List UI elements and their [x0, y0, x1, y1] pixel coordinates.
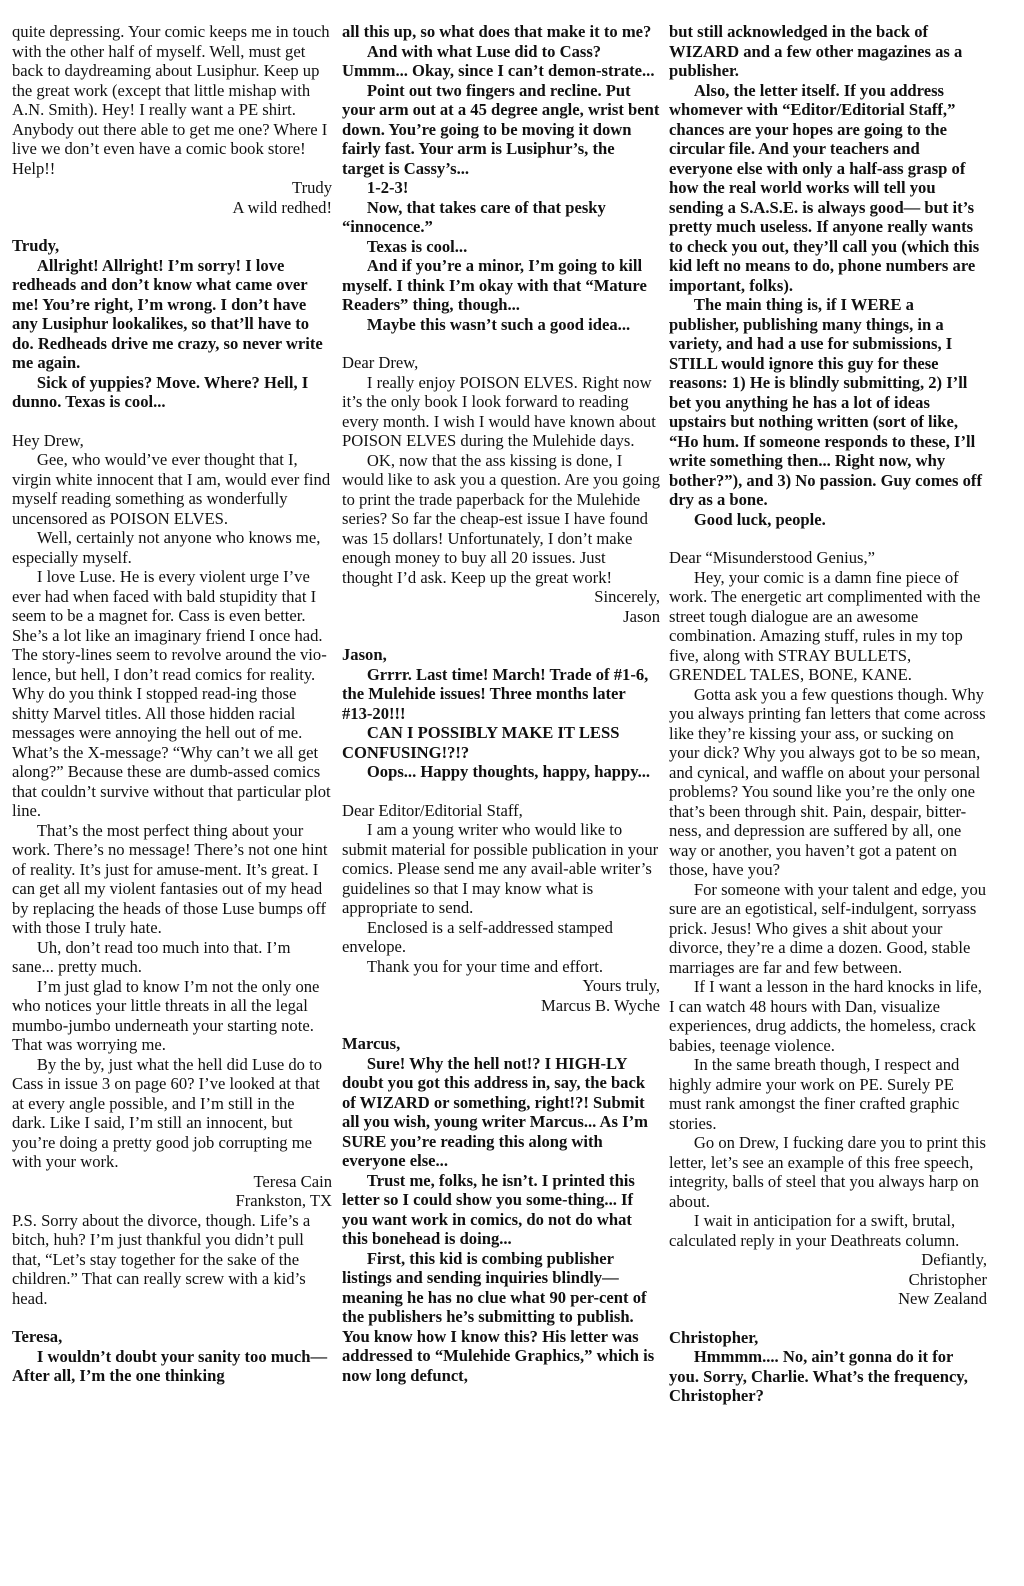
salutation: Marcus,: [342, 1034, 401, 1053]
editor-reply: [12, 1327, 332, 1386]
column-right: [669, 22, 987, 1576]
paragraph: Point out two fingers and recline. Put your arm out at a 45 degree angle, wrist bent down. You’re going to be moving it down fairly fast. Your arm is Lusiphur’s, the target is Cassy’s...: [342, 80, 660, 178]
paragraph: Gee, who would’ve ever thought that I, virgin white innocent that I am, would ever find myself reading something as wonderfully uncensored as POISON ELVES.: [12, 450, 331, 528]
paragraph: I am a young writer who would like to submit material for possible publication in your comics. Please send me any avail-able writer’s guidelines so that I may know what is appropriate to send.: [342, 820, 659, 917]
editor-reply: [342, 645, 660, 782]
paragraph: Enclosed is a self-addressed stamped envelope.: [342, 917, 613, 956]
paragraph: Good luck, people.: [693, 509, 826, 529]
signature: [342, 976, 660, 1015]
editor-reply: [342, 1034, 660, 1385]
paragraph: Well, certainly not anyone who knows me, especially myself.: [12, 528, 321, 567]
signature-line: Yours truly,: [582, 976, 660, 995]
editor-reply: [669, 1328, 987, 1406]
reader-letter: [12, 431, 332, 1309]
block-spacer: [669, 529, 987, 548]
paragraph: but still acknowledged in the back of WIZARD and a few other magazines as a publisher.: [669, 22, 963, 80]
paragraph: I really enjoy POISON ELVES. Right now it’s the only book I look forward to reading every month. I wish I would have known about POISON ELVES during the Mulehide days.: [342, 372, 656, 450]
paragraph: The main thing is, if I WERE a publisher, publishing many things, in a variety, and had a use for submissions, I STILL would ignore this guy for these reasons: 1) He is blindly submitting, 2) I’ll bet you anything he has a lot of ideas upstairs but nothing written (sort of like, “Ho hum. If someone responds to these, I’ll write something then... Right now, why bother?”), and 3) No passion. Guy comes off dry as a bone.: [669, 295, 982, 509]
signature-line: A wild redhed!: [232, 197, 332, 217]
signature-line: Sincerely,: [594, 587, 660, 606]
paragraph: In the same breath though, I respect and highly admire your work on PE. Surely PE must rank amongst the finer crafted graphic stories.: [669, 1055, 960, 1133]
reader-letter: [12, 22, 332, 217]
block-spacer: [12, 217, 332, 236]
paragraph: For someone with your talent and edge, you sure are an egotistical, self-indulgent, sorryass prick. Jesus! Who gives a shit about your divorce, they’re a dime a dozen. Good, stable marriages are far and few between.: [669, 879, 987, 977]
paragraph: That’s the most perfect thing about your work. There’s no message! There’s not one hint of reality. It’s just for amuse-ment. It’s great. I can get all my violent fantasies out of my head by replacing the heads of those Luse bumps off with those I truly hate.: [12, 820, 328, 937]
paragraph: 1-2-3!: [366, 178, 409, 197]
salutation: Teresa,: [12, 1327, 63, 1346]
column-left: [12, 22, 332, 1576]
paragraph: If I want a lesson in the hard knocks in life, I can watch 48 hours with Dan, visualize experiences, drug addicts, the homeless, crack babies, teenage violence.: [669, 977, 982, 1055]
paragraph: quite depressing. Your comic keeps me in touch with the other half of myself. Well, must get back to daydreaming about Lusiphur. Keep up the great work (except that little mishap with A.N. Smith). Hey! I really want a PE shirt. Anybody out there able to get me one? Where I live we don’t even have a comic book store! Help!!: [12, 22, 330, 178]
salutation: Dear Drew,: [342, 353, 419, 372]
signature: [12, 1172, 332, 1211]
paragraph: Also, the letter itself. If you address whomever with “Editor/Editorial Staff,” chances are your hopes are going to the circular file. And your teachers and everyone else with only a half-ass grasp of how the real world works will tell you sending a S.A.S.E. is always good— but it’s pretty much useless. If anyone really wants to check you out, they’ll call you (which this kid left no means to do, phone numbers are important, folks).: [669, 80, 980, 295]
editor-reply: [342, 22, 660, 334]
signature-line: Jason: [623, 606, 660, 626]
paragraph: CAN I POSSIBLY MAKE IT LESS CONFUSING!?!?: [342, 723, 620, 762]
paragraph: Maybe this wasn’t such a good idea...: [366, 314, 631, 334]
block-spacer: [342, 334, 660, 353]
paragraph: And if you’re a minor, I’m going to kill myself. I think I’m okay with that “Mature Readers” thing, though...: [342, 256, 647, 314]
reader-letter: [342, 801, 660, 1016]
salutation: Dear Editor/Editorial Staff,: [342, 800, 523, 820]
block-spacer: [12, 412, 332, 431]
salutation: Hey Drew,: [12, 430, 84, 450]
paragraph: Now, that takes care of that pesky “innocence.”: [342, 197, 606, 236]
paragraph: I’m just glad to know I’m not the only one who notices your little threats in all the legal mumbo-jumbo underneath your starting note. That was worrying me.: [12, 976, 320, 1054]
editor-reply: [669, 22, 987, 529]
signature-line: New Zealand: [898, 1289, 987, 1308]
paragraph: Uh, don’t read too much into that. I’m sane... pretty much.: [12, 937, 291, 976]
paragraph: Hey, your comic is a damn fine piece of work. The energetic art complimented with the street tough dialogue are an awesome combination. Amazing stuff, rules in my top five, along with STRAY BULLETS, GRENDEL TALES, BONE, KANE.: [669, 567, 981, 684]
paragraph: Thank you for your time and effort.: [366, 956, 603, 976]
reader-letter: [669, 548, 987, 1309]
paragraph: Sure! Why the hell not!? I HIGH-LY doubt you got this address in, say, the back of WIZARD or something, right!?! Submit all you wish, young writer Marcus... As I’m SURE you’re reading this along with everyone else...: [342, 1053, 648, 1170]
paragraph: OK, now that the ass kissing is done, I would like to ask you a question. Are you going to print the trade paperback for the Mulehide series? So far the cheap-est issue I have found was 15 dollars! Unfortunately, I don’t make enough money to buy all 20 issues. Just thought I’d ask. Keep up the great work!: [342, 450, 660, 587]
paragraph: And with what Luse did to Cass? Ummm... Okay, since I can’t demon-strate...: [342, 41, 655, 80]
block-spacer: [342, 1015, 660, 1034]
paragraph: First, this kid is combing publisher listings and sending inquiries blindly— meaning he has no clue what 90 per-cent of the publishers he’s submitting to publish. You know how I know this? His letter was addressed to “Mulehide Graphics,” which is now long defunct,: [342, 1248, 655, 1385]
paragraph: Gotta ask you a few questions though. Why you always printing fan letters that come across like they’re kissing your ass, or sucking on your dick? Why you always got to be so mean, and cynical, and waffle on about your personal problems? You sound like you’re the only one that’s been through shit. Pain, despair, bitter-ness, and depression are suffered by all, one way or another, you haven’t got a patent on those, have you?: [669, 684, 986, 879]
signature: [669, 1250, 987, 1309]
editor-reply: [12, 236, 332, 412]
paragraph: Allright! Allright! I’m sorry! I love redheads and don’t know what came over me! You’re right, I’m wrong. I don’t have any Lusiphur lookalikes, so that’ll have to do. Redheads drive me crazy, so never write me again.: [12, 255, 323, 372]
signature: [12, 178, 332, 217]
salutation: Dear “Misunderstood Genius,”: [669, 548, 875, 567]
paragraph: Hmmmm.... No, ain’t gonna do it for you. Sorry, Charlie. What’s the frequency, Christopher?: [669, 1347, 968, 1405]
signature-line: Marcus B. Wyche: [541, 995, 660, 1015]
signature-line: Trudy: [292, 178, 332, 197]
signature: [342, 587, 660, 626]
column-middle: [342, 22, 660, 1576]
signature-line: Frankston, TX: [235, 1191, 332, 1210]
paragraph: Grrrr. Last time! March! Trade of #1-6, the Mulehide issues! Three months later #13-20!!!: [342, 664, 649, 723]
paragraph: I wait in anticipation for a swift, brutal, calculated reply in your Deathreats column.: [669, 1211, 960, 1250]
block-spacer: [12, 1308, 332, 1327]
paragraph: Oops... Happy thoughts, happy, happy...: [366, 762, 651, 781]
paragraph: I love Luse. He is every violent urge I’ve ever had when faced with bald stupidity that I seem to be a magnet for. Cass is even better. She’s a lot like an imaginary friend I once had. The story-lines seem to revolve around the vio-lence, but hell, I don’t read comics for reality. Why do you think I stopped read-ing those shitty Marvel titles. All those hidden racial messages were annoying the hell out of me. What’s the X-message? “Why can’t we all get along?” Because these are dumb-assed comics that couldn’t survive without that particular plot line.: [12, 567, 331, 820]
salutation: Jason,: [342, 645, 387, 664]
signature-line: Christopher: [908, 1269, 987, 1289]
paragraph: all this up, so what does that make it to me?: [342, 22, 652, 41]
signature-line: Teresa Cain: [253, 1171, 332, 1191]
postscript: P.S. Sorry about the divorce, though. Life’s a bitch, huh? I’m just thankful you didn’t pull that, “Let’s stay together for the sake of the children.” That can really screw with a kid’s head.: [12, 1210, 311, 1308]
paragraph: I wouldn’t doubt your sanity too much— After all, I’m the one thinking: [12, 1346, 328, 1385]
signature-line: Defiantly,: [921, 1250, 987, 1269]
salutation: Christopher,: [669, 1327, 759, 1347]
paragraph: Go on Drew, I fucking dare you to print this letter, let’s see an example of this free speech, integrity, balls of steel that you always harp on about.: [669, 1133, 986, 1211]
paragraph: By the by, just what the hell did Luse do to Cass in issue 3 on page 60? I’ve looked at that at every angle possible, and I’m still in the dark. Like I said, I’m still an innocent, but you’re doing a pretty good job corrupting me with your work.: [12, 1054, 323, 1171]
paragraph: Sick of yuppies? Move. Where? Hell, I dunno. Texas is cool...: [12, 372, 309, 411]
block-spacer: [342, 782, 660, 801]
reader-letter: [342, 353, 660, 626]
paragraph: Trust me, folks, he isn’t. I printed this letter so I could show you some-thing... If you want work in comics, do not do what this bonehead is doing...: [342, 1170, 635, 1248]
salutation: Trudy,: [12, 236, 60, 255]
paragraph: Texas is cool...: [366, 236, 468, 256]
block-spacer: [669, 1309, 987, 1328]
block-spacer: [342, 626, 660, 645]
